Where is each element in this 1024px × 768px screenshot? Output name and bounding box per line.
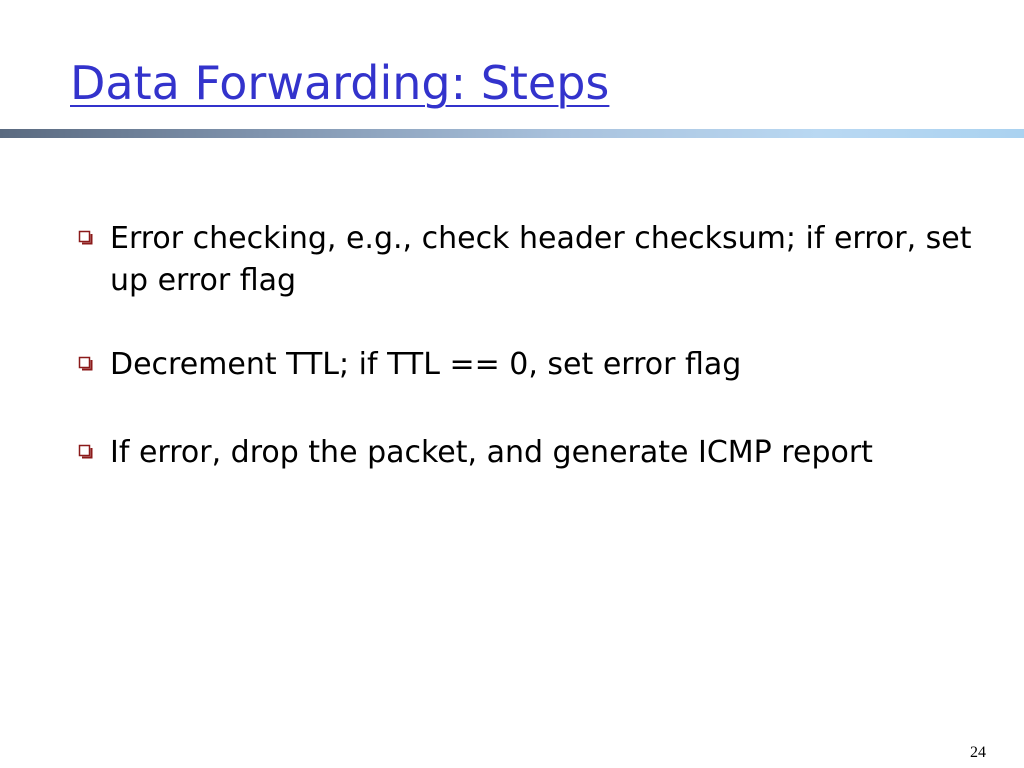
bullet-text: Error checking, e.g., check header checksum; if error, set up error flag <box>110 221 972 298</box>
bullet-item <box>78 218 978 302</box>
checkbox-bullet-icon <box>78 230 93 245</box>
checkbox-bullet-icon <box>78 444 93 459</box>
title-divider <box>0 129 1024 138</box>
bullet-text: Decrement TTL; if TTL == 0, set error flag <box>110 347 742 382</box>
bullet-list <box>78 218 978 516</box>
slide-title: Data Forwarding: Steps <box>70 56 610 110</box>
checkbox-bullet-icon <box>78 356 93 371</box>
bullet-item <box>78 432 978 474</box>
bullet-item <box>78 344 978 386</box>
bullet-text: If error, drop the packet, and generate ICMP report <box>110 435 873 470</box>
page-number: 24 <box>970 744 986 761</box>
